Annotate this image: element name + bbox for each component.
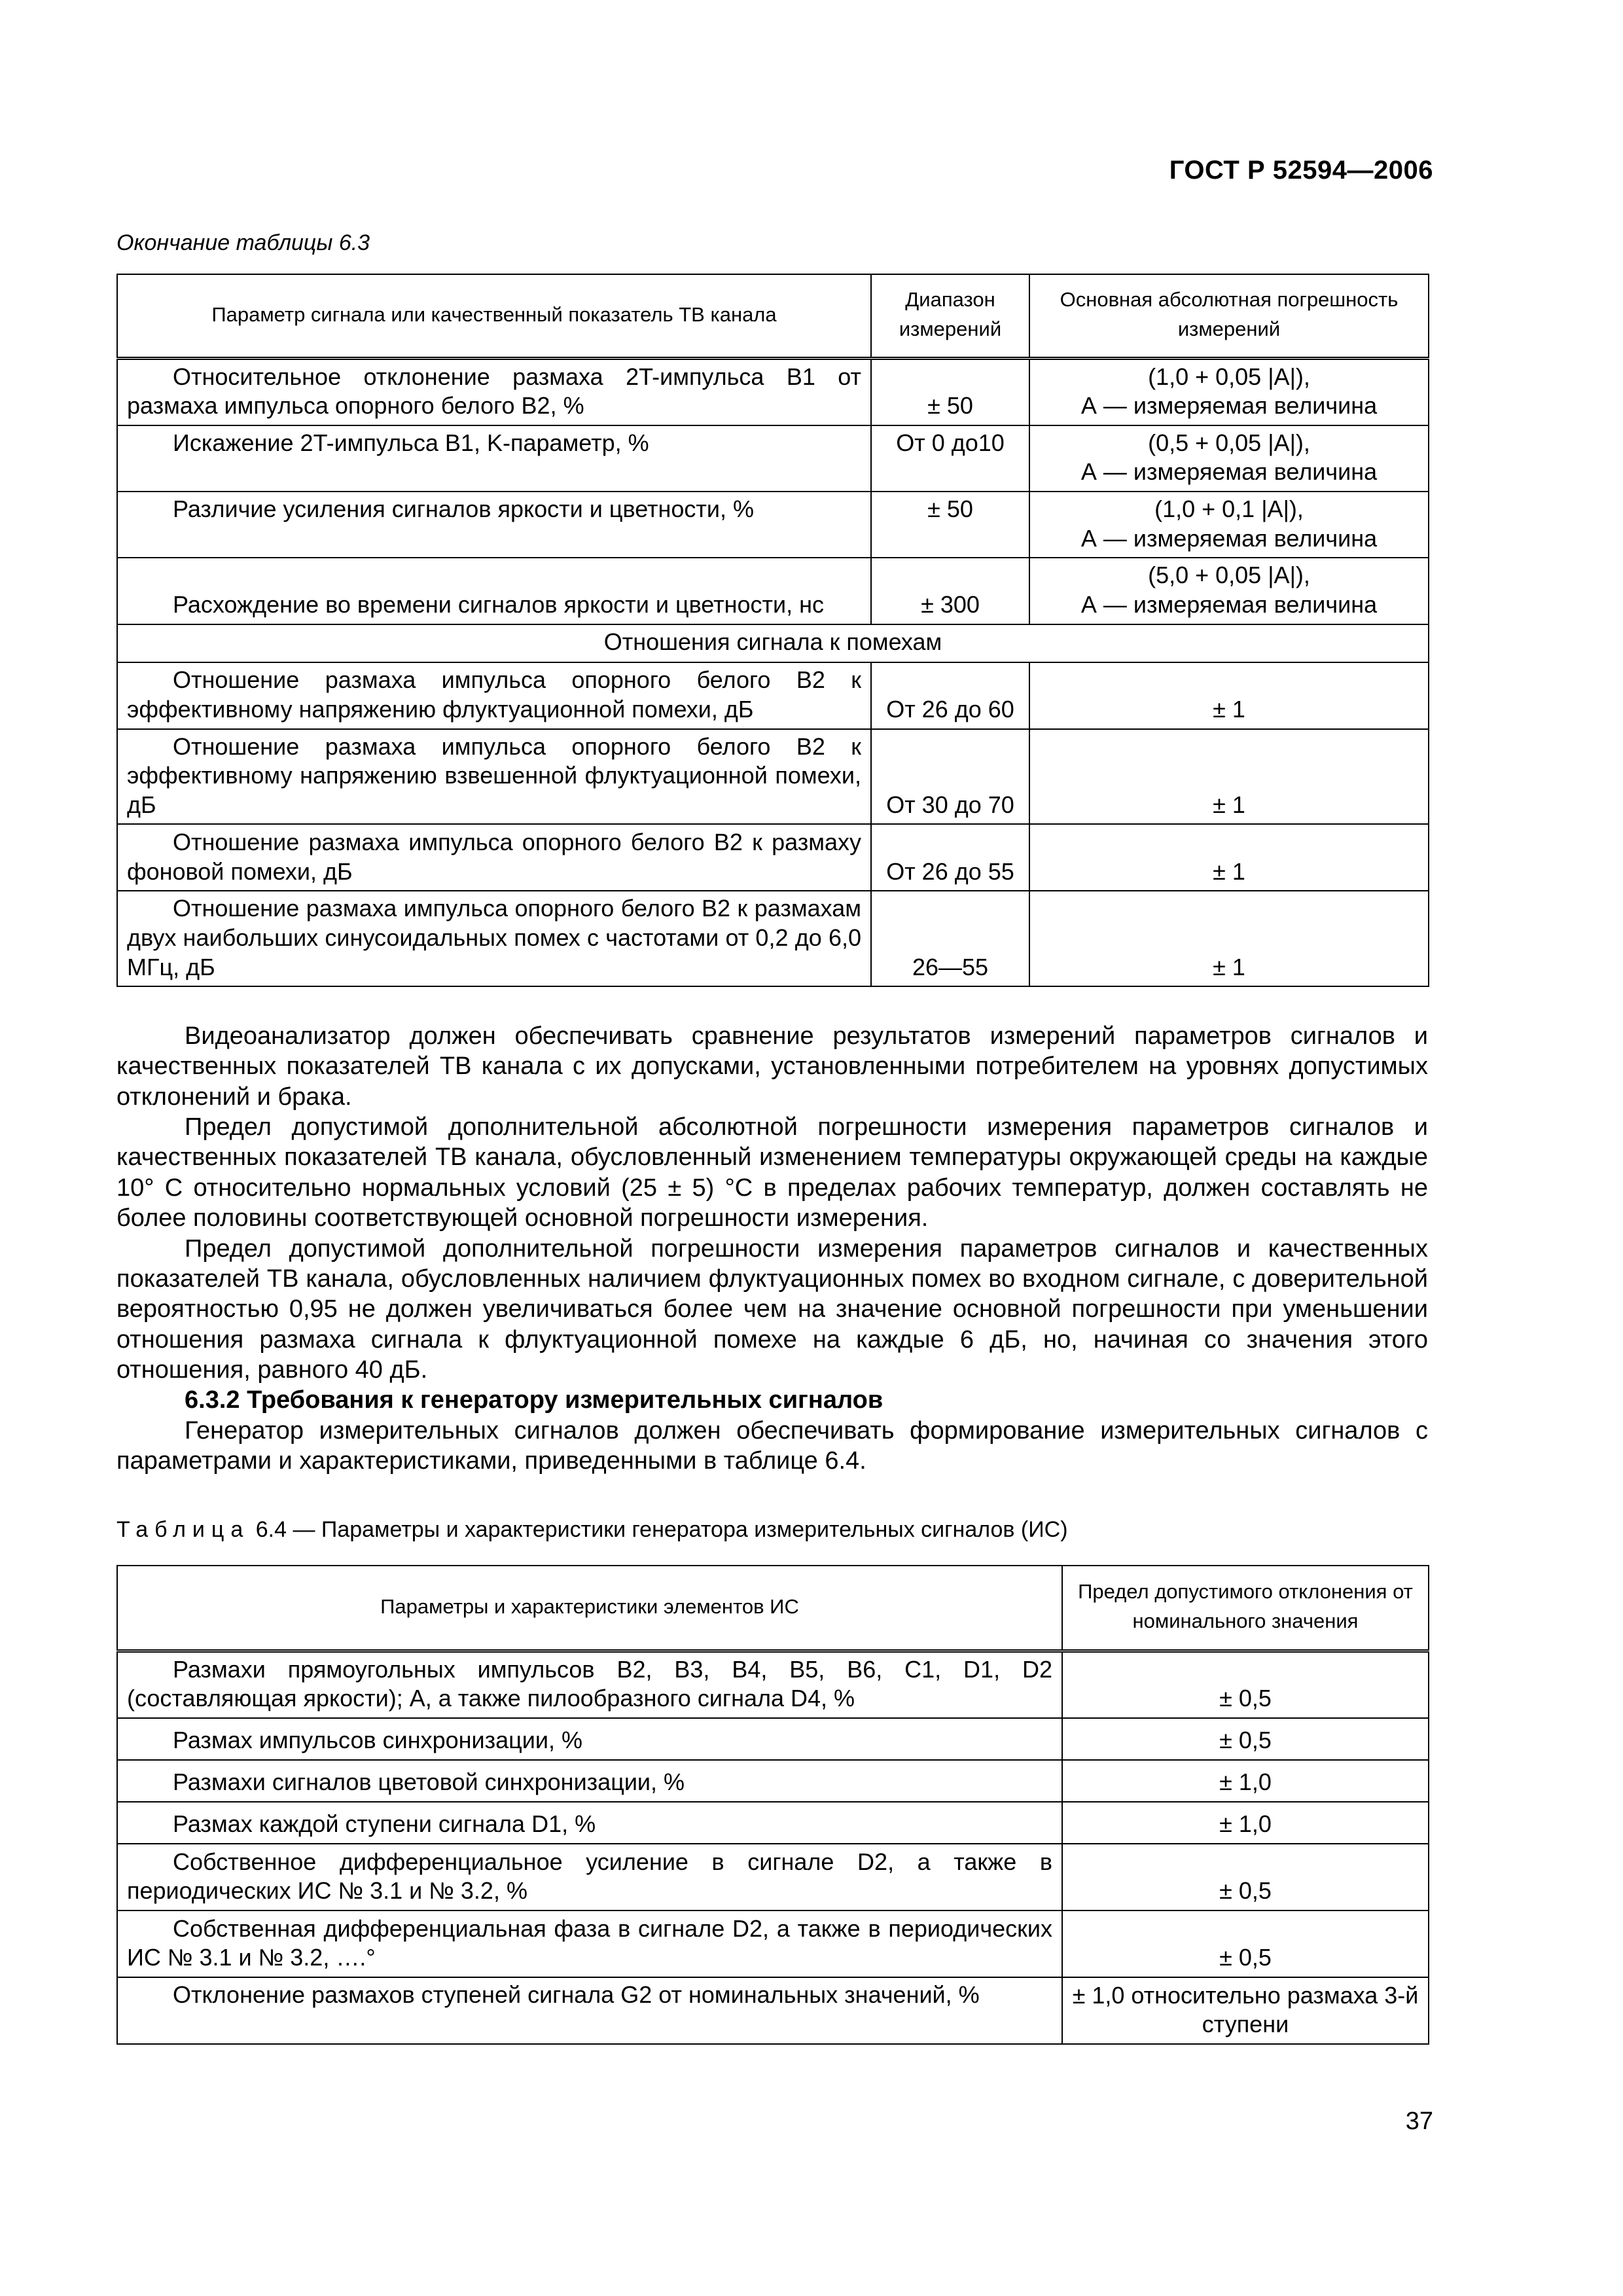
value-cell: ± 0,5: [1062, 1844, 1429, 1910]
param-cell: Размах импульсов синхронизации, %: [117, 1718, 1062, 1760]
page-number: 37: [1405, 2108, 1433, 2135]
error-cell: ± 1: [1029, 824, 1429, 891]
table-row: [117, 1844, 1429, 1910]
error-cell: ± 1: [1029, 729, 1429, 825]
table-row: [117, 558, 1429, 624]
range-cell: ± 300: [871, 558, 1029, 624]
value-cell: ± 0,5: [1062, 1910, 1429, 1977]
range-cell: От 0 до10: [871, 425, 1029, 492]
standard-header: ГОСТ Р 52594—2006: [1169, 156, 1433, 185]
table-row: [117, 358, 1429, 425]
param-cell: Отношение размаха импульса опорного белого В2 к эффективному напряжению флуктуационной помехи, дБ: [117, 662, 871, 729]
param-cell: Отклонение размахов ступеней сигнала G2 от номинальных значений, %: [117, 1977, 1062, 2044]
paragraph: Предел допустимой дополнительной абсолютной погрешности измерения параметров сигналов и качественных показателей ТВ канала, обусловленный изменением температуры окружающей среды на каждые 10° С относительно нормальных условий (25 ± 5) °С в пределах рабочих температур, должен составлять не более половины соответствующей основной погрешности измерения.: [116, 1113, 1428, 1232]
table-row: [117, 1977, 1429, 2044]
table-section-row: [117, 624, 1429, 662]
error-cell: ± 1: [1029, 662, 1429, 729]
range-cell: 26—55: [871, 891, 1029, 986]
paragraph: Генератор измерительных сигналов должен обеспечивать формирование измерительных сигналов с параметрами и характеристиками, приведенными в таблице 6.4.: [116, 1416, 1428, 1475]
param-cell: Отношение размаха импульса опорного белого В2 к размаху фоновой помехи, дБ: [117, 824, 871, 891]
error-cell: (5,0 + 0,05 |А|), А — измеряемая величина: [1029, 558, 1429, 624]
param-cell: Собственное дифференциальное усиление в сигнале D2, а также в периодических ИС № 3.1 и № 3.2, %: [117, 1844, 1062, 1910]
section-heading: 6.3.2 Требования к генератору измерительных сигналов: [185, 1386, 883, 1414]
paragraph: Предел допустимой дополнительной погрешности измерения параметров сигналов и качественных показателей ТВ канала, обусловленных наличием флуктуационных помех во входном сигнале, с доверительной вероятностью 0,95 не должен увеличиваться более чем на значение основной погрешности при уменьшении отношения размаха сигнала к флуктуационной помехе на каждые 6 дБ, но, начиная со значения этого отношения, равного 40 дБ.: [116, 1234, 1428, 1384]
param-cell: Расхождение во времени сигналов яркости и цветности, нс: [117, 558, 871, 624]
param-cell: Собственная дифференциальная фаза в сигнале D2, а также в периодических ИС № 3.1 и № 3.2, ….°: [117, 1910, 1062, 1977]
column-header: Предел допустимого отклонения от номинального значения: [1062, 1566, 1429, 1651]
table-row: [117, 891, 1429, 986]
table-6-4-caption: Таблица 6.4 — Параметры и характеристики генератора измерительных сигналов (ИС): [116, 1517, 1068, 1542]
table-6-4: [116, 1565, 1429, 2045]
column-header: Параметр сигнала или качественный показатель ТВ канала: [117, 274, 871, 358]
table-row: [117, 492, 1429, 558]
param-cell: Размахи прямоугольных импульсов В2, В3, В4, В5, В6, С1, D1, D2 (составляющая яркости); А, а также пилообразного сигнала D4, %: [117, 1651, 1062, 1718]
value-cell: ± 1,0 относительно размаха 3-й ступени: [1062, 1977, 1429, 2044]
error-cell: (1,0 + 0,05 |А|), А — измеряемая величина: [1029, 358, 1429, 425]
param-cell: Искажение 2T-импульса В1, K-параметр, %: [117, 425, 871, 492]
range-cell: От 26 до 55: [871, 824, 1029, 891]
value-cell: ± 0,5: [1062, 1651, 1429, 1718]
param-cell: Отношение размаха импульса опорного белого В2 к размахам двух наибольших синусоидальных помех с частотами от 0,2 до 6,0 МГц, дБ: [117, 891, 871, 986]
table-row: [117, 729, 1429, 825]
table-6-3: [116, 274, 1429, 987]
table-row: [117, 1910, 1429, 1977]
value-cell: ± 1,0: [1062, 1802, 1429, 1844]
param-cell: Отношение размаха импульса опорного белого В2 к эффективному напряжению взвешенной флуктуационной помехи, дБ: [117, 729, 871, 825]
column-header: Диапазон измерений: [871, 274, 1029, 358]
param-cell: Размах каждой ступени сигнала D1, %: [117, 1802, 1062, 1844]
paragraph: Видеоанализатор должен обеспечивать сравнение результатов измерений параметров сигналов и качественных показателей ТВ канала с их допусками, установленными потребителем на уровнях допустимых отклонений и брака.: [116, 1022, 1428, 1111]
table-row: [117, 662, 1429, 729]
table-row: [117, 1760, 1429, 1802]
table-row: [117, 1802, 1429, 1844]
table-6-3-caption: Окончание таблицы 6.3: [116, 230, 370, 255]
param-cell: Относительное отклонение размаха 2T-импульса В1 от размаха импульса опорного белого В2, %: [117, 358, 871, 425]
table-row: [117, 1718, 1429, 1760]
value-cell: ± 0,5: [1062, 1718, 1429, 1760]
range-cell: ± 50: [871, 492, 1029, 558]
range-cell: От 26 до 60: [871, 662, 1029, 729]
value-cell: ± 1,0: [1062, 1760, 1429, 1802]
error-cell: (0,5 + 0,05 |А|), А — измеряемая величина: [1029, 425, 1429, 492]
param-cell: Различие усиления сигналов яркости и цветности, %: [117, 492, 871, 558]
body-text: [116, 1021, 1428, 1476]
column-header: Параметры и характеристики элементов ИС: [117, 1566, 1062, 1651]
error-cell: ± 1: [1029, 891, 1429, 986]
table-row: [117, 425, 1429, 492]
table-row: [117, 1651, 1429, 1718]
error-cell: (1,0 + 0,1 |А|), А — измеряемая величина: [1029, 492, 1429, 558]
table-row: [117, 824, 1429, 891]
column-header: Основная абсолютная погрешность измерений: [1029, 274, 1429, 358]
range-cell: ± 50: [871, 358, 1029, 425]
param-cell: Размахи сигналов цветовой синхронизации, %: [117, 1760, 1062, 1802]
range-cell: От 30 до 70: [871, 729, 1029, 825]
section-label: Отношения сигнала к помехам: [117, 624, 1429, 662]
